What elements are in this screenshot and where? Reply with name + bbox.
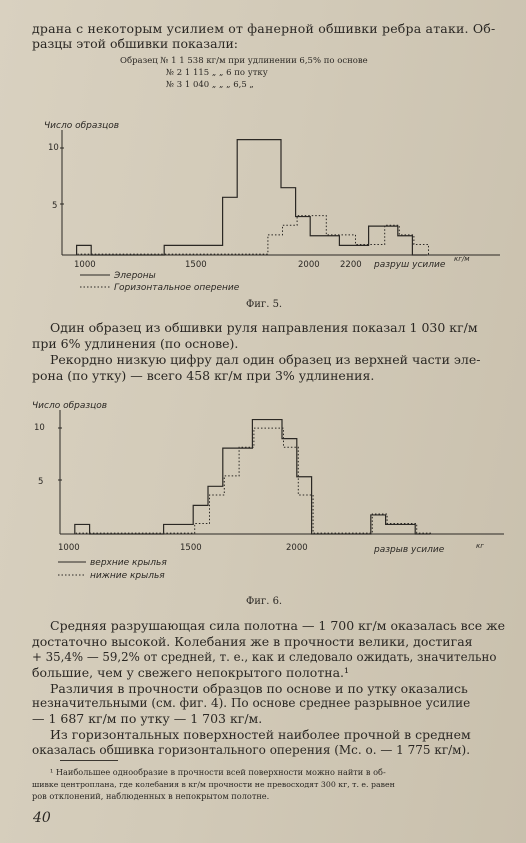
x-tick-label: 2000 <box>298 260 320 270</box>
x-tick-label: 1500 <box>180 543 202 553</box>
x-axis-label: разруш усилие <box>374 260 446 270</box>
figure-5-caption: Фиг. 5. <box>246 299 283 310</box>
y-tick-label: 5 <box>38 477 44 487</box>
sample-line: Образец № 1 1 538 кг/м при удлинении 6,5% по основе <box>120 56 368 66</box>
y-tick-label: 10 <box>34 423 45 433</box>
text-line: разцы этой обшивки показали: <box>32 36 239 51</box>
text-line: достаточно высокой. Колебания же в прочности велики, достигая <box>32 634 473 649</box>
text-line: Рекордно низкую цифру дал один образец из верхней части эле- <box>50 352 481 367</box>
y-tick-label: 5 <box>52 201 58 211</box>
x-tick-label: 2000 <box>286 543 308 553</box>
legend-label: Элероны <box>114 271 156 281</box>
sample-line: № 3 1 040 „ „ „ 6,5 „ <box>166 80 254 90</box>
x-tick-label: 1500 <box>185 260 207 270</box>
x-tick-label: 2200 <box>340 260 362 270</box>
footnote-rule <box>60 760 118 761</box>
text-line: при 6% удлинения (по основе). <box>32 336 239 351</box>
y-axis-label: Число образцов <box>44 121 120 131</box>
y-tick-label: 10 <box>48 143 59 153</box>
x-axis-label: разрыв усилие <box>374 545 445 555</box>
text-line: рона (по утку) — всего 458 кг/м при 3% удлинения. <box>32 368 375 383</box>
histogram-series-dotted <box>76 428 431 534</box>
x-axis-unit: кг <box>476 542 484 550</box>
text-line: Из горизонтальных поверхностей наиболее прочной в среднем <box>50 727 471 742</box>
footnote-line: ¹ Наибольшее однообразие в прочности всей поверхности можно найти в об- <box>50 767 386 777</box>
legend-label: верхние крылья <box>90 558 167 568</box>
histogram-series-dotted <box>78 216 428 255</box>
text-line: Один образец из обшивки руля направления показал 1 030 кг/м <box>50 320 478 335</box>
legend-label: нижние крылья <box>90 571 165 581</box>
y-axis-label: Число образцов <box>32 401 108 411</box>
text-line: Различия в прочности образцов по основе и по утку оказались <box>50 681 468 696</box>
figure-6-histogram <box>28 388 512 588</box>
sample-line: № 2 1 115 „ „ 6 по утку <box>166 68 268 78</box>
figure-5-histogram <box>30 108 510 298</box>
text-line: — 1 687 кг/м по утку — 1 703 кг/м. <box>32 711 263 726</box>
figure-6-caption: Фиг. 6. <box>246 596 283 607</box>
text-line: драна с некоторым усилием от фанерной обшивки ребра атаки. Об- <box>32 21 496 36</box>
text-line: большие, чем у свежего непокрытого полотна.¹ <box>32 665 350 680</box>
x-tick-label: 1000 <box>58 543 80 553</box>
text-line: + 35,4% — 59,2% от средней, т. е., как и следовало ожидать, значительно <box>32 650 497 664</box>
footnote-line: шивке центроплана, где колебания в кг/м прочности не превосходят 300 кг, т. е. равен <box>32 780 395 789</box>
footnote-line: ров отклонений, наблюденных в непокрытом полотне. <box>32 791 270 801</box>
legend-label: Горизонтальное оперение <box>114 283 240 293</box>
x-axis-unit: кг/м <box>454 255 470 263</box>
page-number: 40 <box>33 810 51 826</box>
text-line: незначительными (см. фиг. 4). По основе среднее разрывное усилие <box>32 696 471 710</box>
text-line: Средняя разрушающая сила полотна — 1 700 кг/м оказалась все же <box>50 618 505 633</box>
text-line: оказалась обшивка горизонтального оперения (Mс. о. — 1 775 кг/м). <box>32 743 471 757</box>
histogram-series-solid <box>75 420 430 534</box>
x-tick-label: 1000 <box>74 260 96 270</box>
histogram-series-solid <box>77 140 427 255</box>
